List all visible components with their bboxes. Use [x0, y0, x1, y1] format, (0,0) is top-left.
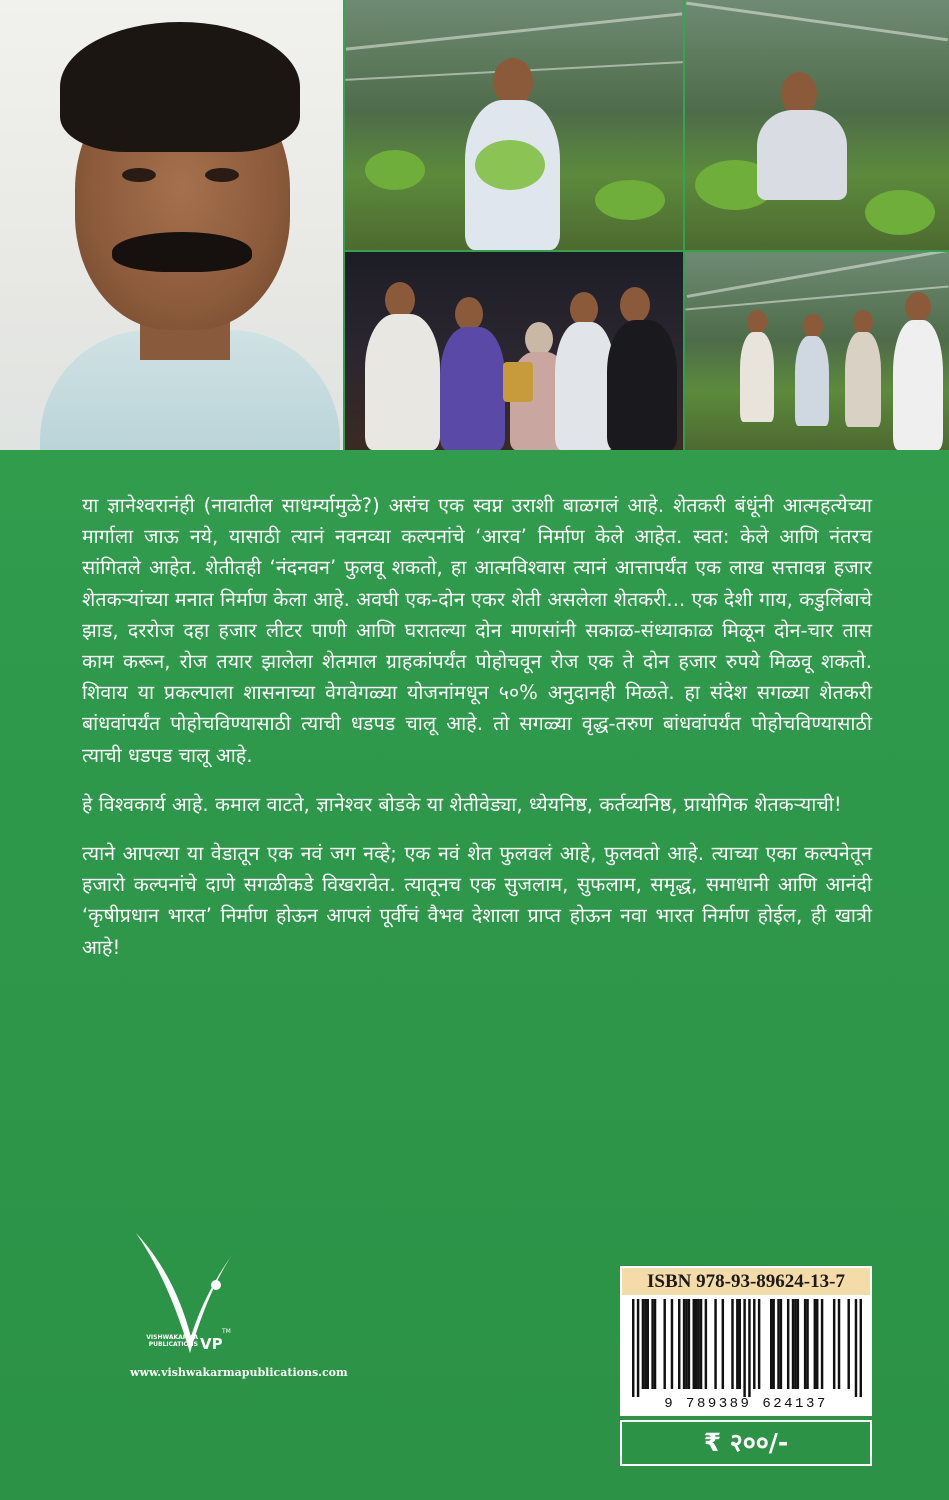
publisher-mark: VP	[200, 1335, 223, 1353]
barcode-bar	[714, 1299, 716, 1389]
publisher-name-line-2: PUBLICATIONS	[148, 1341, 198, 1348]
mustache-shape	[112, 232, 252, 272]
barcode-bar	[777, 1299, 779, 1389]
barcode-digits: 9 789389 624137	[664, 1396, 828, 1412]
barcode-bar	[685, 1299, 687, 1389]
barcode-bar	[647, 1299, 649, 1389]
isbn-label: ISBN 978-93-89624-13-7	[622, 1268, 870, 1295]
barcode-bar	[833, 1299, 835, 1389]
barcode-bar	[743, 1299, 745, 1397]
barcode-bar	[816, 1299, 818, 1389]
barcode-bar	[663, 1299, 665, 1389]
barcode-bar	[697, 1299, 699, 1389]
barcode-bar	[632, 1299, 634, 1397]
barcode-bar	[722, 1299, 724, 1389]
barcode-bar	[770, 1299, 772, 1389]
barcode-bar	[739, 1299, 741, 1389]
barcode-bar	[806, 1299, 808, 1389]
barcode-bar	[671, 1299, 673, 1389]
barcode-bar	[753, 1299, 755, 1389]
author-portrait-photo	[0, 0, 343, 450]
barcode-bar	[683, 1299, 685, 1389]
greenhouse-lettuce-photo	[345, 0, 683, 250]
right-eye-shape	[205, 168, 239, 182]
award-ceremony-photo	[345, 252, 683, 450]
barcode-bar	[731, 1299, 733, 1389]
barcode-bar	[860, 1299, 862, 1397]
barcode-bar	[758, 1299, 760, 1389]
barcode-bar	[637, 1299, 639, 1397]
publisher-website: www.vishwakarmapublications.com	[130, 1366, 348, 1379]
barcode-bar	[797, 1299, 799, 1389]
barcode-bar	[794, 1299, 796, 1389]
barcode-bar	[821, 1299, 823, 1389]
barcode-bar	[688, 1299, 690, 1389]
trademark-label: TM	[222, 1328, 231, 1335]
barcode-bar	[780, 1299, 782, 1389]
greenhouse-crouching-photo	[685, 0, 949, 250]
barcode-bar	[693, 1299, 695, 1389]
publisher-name	[138, 1334, 198, 1348]
barcode-box	[620, 1266, 872, 1416]
left-eye-shape	[122, 168, 156, 182]
blurb-text	[82, 490, 872, 981]
barcode-bar	[838, 1299, 840, 1389]
barcode-bar	[804, 1299, 806, 1389]
blurb-paragraph-1: या ज्ञानेश्वरानंही (नावातील साधर्म्यामुळे?) असंच एक स्वप्न उराशी बाळगलं आहे. शेतकरी बंधूंनी आत्महत्येच्या मार्गाला जाऊ नये, यासाठी त्यानं नवनव्या कल्पनांचे ‘आरव’ निर्माण केले आहेत. स्वत: केले आणि नंतरच सांगितले आहेत. शेतीतही ‘नंदनवन’ फुलवू शकतो, हा आत्मविश्वास त्यानं आत्तापर्यंत एक लाख सत्तावन्न हजार शेतकऱ्यांच्या मनात निर्माण केला आहे. अवघी एक-दोन एकर शेती असलेला शेतकरी... एक देशी गाय, कडुलिंबाचे झाड, दररोज दहा हजार लीटर पाणी आणि घरातल्या दोन माणसांनी सकाळ-संध्याकाळ मिळून दोन-चार तास काम करून, रोज तयार झालेला शेतमाल ग्राहकांपर्यंत पोहोचवून रोज एक ते दोन हजार रुपये मिळवू शकतो. शिवाय या प्रकल्पाला शासनाच्या वेगवेगळ्या योजनांमधून ५०% अनुदानही मिळते. हा संदेश सगळ्या शेतकरी बांधवांपर्यंत पोहोचविण्यासाठी त्याची धडपड चालू आहे. तो सगळ्या वृद्ध-तरुण बांधवांपर्यंत पोहोचविण्यासाठी त्याची धडपड चालू आहे.	[82, 494, 872, 767]
barcode-icon	[632, 1299, 862, 1397]
blurb-paragraph-3: त्याने आपल्या या वेडातून एक नवं जग नव्हे; एक नवं शेत फुलवलं आहे, फुलवतो आहे. त्याच्या एका कल्पनेतून हजारो कल्पनांचे दाणे सगळीकडे विखरावेत. त्यातूनच एक सुजलाम, सुफलाम, समृद्ध, समाधानी आणि आनंदी ‘कृषीप्रधान भारत’ निर्माण होऊन आपलं पूर्वीचं वैभव देशाला प्राप्त होऊन नवा भारत निर्माण होईल, ही खात्री आहे!	[82, 842, 872, 959]
blurb-paragraph-2: हे विश्वकार्य आहे. कमाल वाटते, ज्ञानेश्वर बोडके या शेतीवेड्या, ध्येयनिष्ठ, कर्तव्यनिष्ठ, प्रायोगिक शेतकऱ्याची!	[82, 792, 842, 816]
barcode-bar	[855, 1299, 857, 1397]
barcode-bar	[814, 1299, 816, 1389]
barcode-bar	[654, 1299, 656, 1389]
barcode-bar	[644, 1299, 646, 1389]
barcode-bar	[748, 1299, 750, 1397]
barcode-bar	[651, 1299, 653, 1389]
hair-shape	[60, 22, 300, 152]
greenhouse-visitors-photo	[685, 252, 949, 450]
publisher-name-line-1: VISHWAKARMA	[146, 1334, 198, 1341]
barcode-bar	[678, 1299, 680, 1389]
price-label: ₹ २००/-	[620, 1420, 872, 1466]
barcode-bar	[792, 1299, 794, 1389]
barcode-bar	[847, 1299, 849, 1389]
barcode-bar	[787, 1299, 789, 1389]
barcode-bar	[700, 1299, 702, 1389]
barcode-bar	[705, 1299, 707, 1389]
barcode-bar	[695, 1299, 697, 1389]
barcode-bar	[772, 1299, 774, 1389]
barcode-bar	[642, 1299, 644, 1389]
barcode-bar	[736, 1299, 738, 1389]
